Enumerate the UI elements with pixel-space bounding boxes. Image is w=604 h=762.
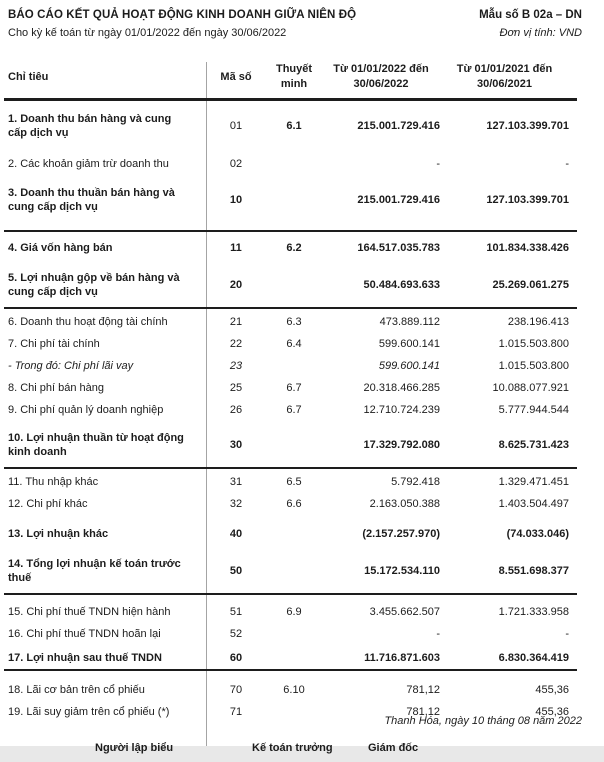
row-value-2021: 1.403.504.497 xyxy=(498,498,569,510)
row-value-2021: 1.329.471.451 xyxy=(498,476,569,488)
row-label: 8. Chi phí bán hàng xyxy=(8,382,105,394)
row-note: 6.4 xyxy=(286,338,302,350)
row-label: - Trong đó: Chi phí lãi vay xyxy=(8,360,134,372)
row-label: 18. Lãi cơ bản trên cổ phiếu xyxy=(8,684,145,696)
row-value-2022: 473.889.112 xyxy=(379,316,440,328)
row-value-2021: 8.625.731.423 xyxy=(498,439,569,451)
row-value-2022: 2.163.050.388 xyxy=(369,498,440,510)
table-body xyxy=(4,101,577,723)
row-label: 6. Doanh thu hoạt động tài chính xyxy=(8,316,168,328)
row-note: 6.10 xyxy=(283,684,305,696)
table-row xyxy=(4,647,577,669)
row-code: 02 xyxy=(229,158,243,170)
table-row xyxy=(4,177,577,223)
section-divider xyxy=(4,593,577,595)
table-row xyxy=(4,377,577,399)
row-label: 14. Tổng lợi nhuận kế toán trước thuế xyxy=(8,558,181,584)
header-period-2021 xyxy=(440,62,573,92)
row-note: 6.6 xyxy=(286,498,302,510)
header-period-2021-line2: đến 30/06/2021 xyxy=(476,62,553,90)
table-header-row xyxy=(4,55,577,101)
row-value-2021: 455,36 xyxy=(535,706,569,718)
row-code: 10 xyxy=(229,194,243,206)
row-value-2022: - xyxy=(436,628,440,640)
table-row xyxy=(4,701,577,723)
header-note xyxy=(266,62,322,92)
accounting-period: Cho kỳ kế toán từ ngày 01/01/2022 đến ngày 30/06/2022 xyxy=(8,27,287,39)
header-period-2021-line1: Từ 01/01/2021 xyxy=(456,62,530,75)
table-row xyxy=(4,237,577,259)
row-code: 20 xyxy=(229,279,243,291)
row-value-2021: 101.834.338.426 xyxy=(486,242,569,254)
row-value-2022: 599.600.141 xyxy=(378,360,440,372)
row-label: 12. Chi phí khác xyxy=(8,498,88,510)
row-note: 6.1 xyxy=(286,120,302,132)
row-value-2021: 10.088.077.921 xyxy=(492,382,569,394)
table-row xyxy=(4,101,577,151)
table-row xyxy=(4,153,577,175)
row-code: 52 xyxy=(229,628,243,640)
row-value-2022: 781,12 xyxy=(406,706,440,718)
row-label: 13. Lợi nhuận khác xyxy=(8,528,109,540)
row-value-2022: 11.716.871.603 xyxy=(364,652,440,664)
signature-label-preparer: Người lập biểu xyxy=(95,742,174,754)
row-note: 6.3 xyxy=(286,316,302,328)
table-row xyxy=(4,493,577,515)
row-value-2021: (74.033.046) xyxy=(506,528,569,540)
row-value-2022: 3.455.662.507 xyxy=(369,606,440,618)
row-value-2022: 5.792.418 xyxy=(391,476,440,488)
row-value-2022: 20.318.466.285 xyxy=(363,382,440,394)
row-value-2022: 215.001.729.416 xyxy=(357,120,440,132)
row-value-2022: 215.001.729.416 xyxy=(357,194,440,206)
row-value-2022: 781,12 xyxy=(406,684,440,696)
report-title: BÁO CÁO KẾT QUẢ HOẠT ĐỘNG KINH DOANH GIỮA NIÊN ĐỘ xyxy=(8,9,357,21)
row-label: 17. Lợi nhuận sau thuế TNDN xyxy=(8,652,162,664)
section-divider xyxy=(4,230,577,232)
row-label: 2. Các khoản giảm trừ doanh thu xyxy=(8,158,169,170)
row-value-2022: 15.172.534.110 xyxy=(364,565,440,577)
row-value-2021: 455,36 xyxy=(535,684,569,696)
row-code: 60 xyxy=(229,652,243,664)
row-note: 6.7 xyxy=(286,404,302,416)
table-row xyxy=(4,471,577,493)
row-value-2021: 127.103.399.701 xyxy=(486,120,569,132)
row-label: 4. Giá vốn hàng bán xyxy=(8,242,113,254)
row-code: 70 xyxy=(229,684,243,696)
row-value-2021: 127.103.399.701 xyxy=(486,194,569,206)
row-note: 6.2 xyxy=(286,242,302,254)
section-divider xyxy=(4,669,577,671)
row-label: 1. Doanh thu bán hàng và cung cấp dịch vụ xyxy=(8,113,172,139)
row-code: 22 xyxy=(229,338,243,350)
row-label: 19. Lãi suy giảm trên cổ phiếu (*) xyxy=(8,706,170,718)
table-row xyxy=(4,399,577,421)
row-code: 71 xyxy=(229,706,243,718)
row-value-2021: 25.269.061.275 xyxy=(492,279,569,291)
row-code: 32 xyxy=(229,498,243,510)
row-code: 40 xyxy=(229,528,243,540)
row-label: 7. Chi phí tài chính xyxy=(8,338,100,350)
table-row xyxy=(4,311,577,333)
section-divider xyxy=(4,467,577,469)
row-value-2022: 599.600.141 xyxy=(378,338,440,350)
row-code: 30 xyxy=(229,439,243,451)
row-value-2021: 5.777.944.544 xyxy=(498,404,569,416)
row-code: 51 xyxy=(229,606,243,618)
row-code: 21 xyxy=(229,316,243,328)
row-value-2022: - xyxy=(436,158,440,170)
header-period-2022-line1: Từ 01/01/2022 xyxy=(333,62,407,75)
row-value-2022: 12.710.724.239 xyxy=(363,404,440,416)
header-note-line1: Thuyết xyxy=(275,62,313,75)
signature-label-chief-accountant: Kế toán trưởng xyxy=(252,742,333,754)
row-value-2021: 8.551.698.377 xyxy=(498,565,569,577)
table-row xyxy=(4,601,577,623)
row-code: 23 xyxy=(229,360,243,372)
table-row xyxy=(4,623,577,645)
row-label: 5. Lợi nhuận gộp về bán hàng và cung cấp dịch vụ xyxy=(8,272,180,298)
table-row xyxy=(4,523,577,545)
row-value-2022: (2.157.257.970) xyxy=(362,528,440,540)
row-value-2021: 1.015.503.800 xyxy=(498,360,569,372)
table-row xyxy=(4,679,577,701)
table-row xyxy=(4,333,577,355)
income-statement-table xyxy=(4,55,577,723)
row-value-2021: 1.721.333.958 xyxy=(498,606,569,618)
row-code: 01 xyxy=(229,120,243,132)
place-and-date: Thanh Hóa, ngày 10 tháng 08 năm 2022 xyxy=(384,715,582,727)
signature-label-director: Giám đốc xyxy=(368,742,419,754)
document-header xyxy=(0,0,604,39)
row-value-2022: 50.484.693.633 xyxy=(363,279,440,291)
header-code: Mã số xyxy=(220,70,252,83)
row-code: 11 xyxy=(230,242,242,254)
row-value-2021: - xyxy=(565,628,569,640)
row-label: 11. Thu nhập khác xyxy=(8,476,99,488)
row-value-2021: - xyxy=(565,158,569,170)
section-divider xyxy=(4,307,577,309)
row-note: 6.7 xyxy=(286,382,302,394)
table-row xyxy=(4,355,577,377)
header-item: Chỉ tiêu xyxy=(8,70,49,83)
row-code: 25 xyxy=(229,382,243,394)
row-value-2022: 164.517.035.783 xyxy=(357,242,440,254)
row-code: 31 xyxy=(229,476,243,488)
form-number: Mẫu số B 02a – DN xyxy=(479,9,582,21)
row-note: 6.9 xyxy=(286,606,302,618)
currency-unit: Đơn vị tính: VND xyxy=(499,27,582,39)
signature-row xyxy=(0,742,604,762)
row-note: 6.5 xyxy=(286,476,302,488)
row-label: 9. Chi phí quản lý doanh nghiệp xyxy=(8,404,164,416)
table-row xyxy=(4,263,577,307)
row-value-2021: 6.830.364.419 xyxy=(498,652,569,664)
row-label: 15. Chi phí thuế TNDN hiện hành xyxy=(8,606,171,618)
row-code: 26 xyxy=(229,404,243,416)
row-value-2021: 1.015.503.800 xyxy=(498,338,569,350)
table-row xyxy=(4,423,577,467)
row-label: 16. Chi phí thuế TNDN hoãn lại xyxy=(8,628,161,640)
row-value-2021: 238.196.413 xyxy=(507,316,569,328)
header-note-line2: minh xyxy=(280,77,308,90)
header-period-2022 xyxy=(322,62,440,92)
table-row xyxy=(4,549,577,593)
header-period-2022-line2: đến 30/06/2022 xyxy=(353,62,429,90)
row-label: 3. Doanh thu thuần bán hàng và cung cấp dịch vụ xyxy=(8,187,175,213)
row-code: 50 xyxy=(229,565,243,577)
row-value-2022: 17.329.792.080 xyxy=(363,439,440,451)
row-label: 10. Lợi nhuận thuần từ hoạt động kinh doanh xyxy=(8,432,184,458)
